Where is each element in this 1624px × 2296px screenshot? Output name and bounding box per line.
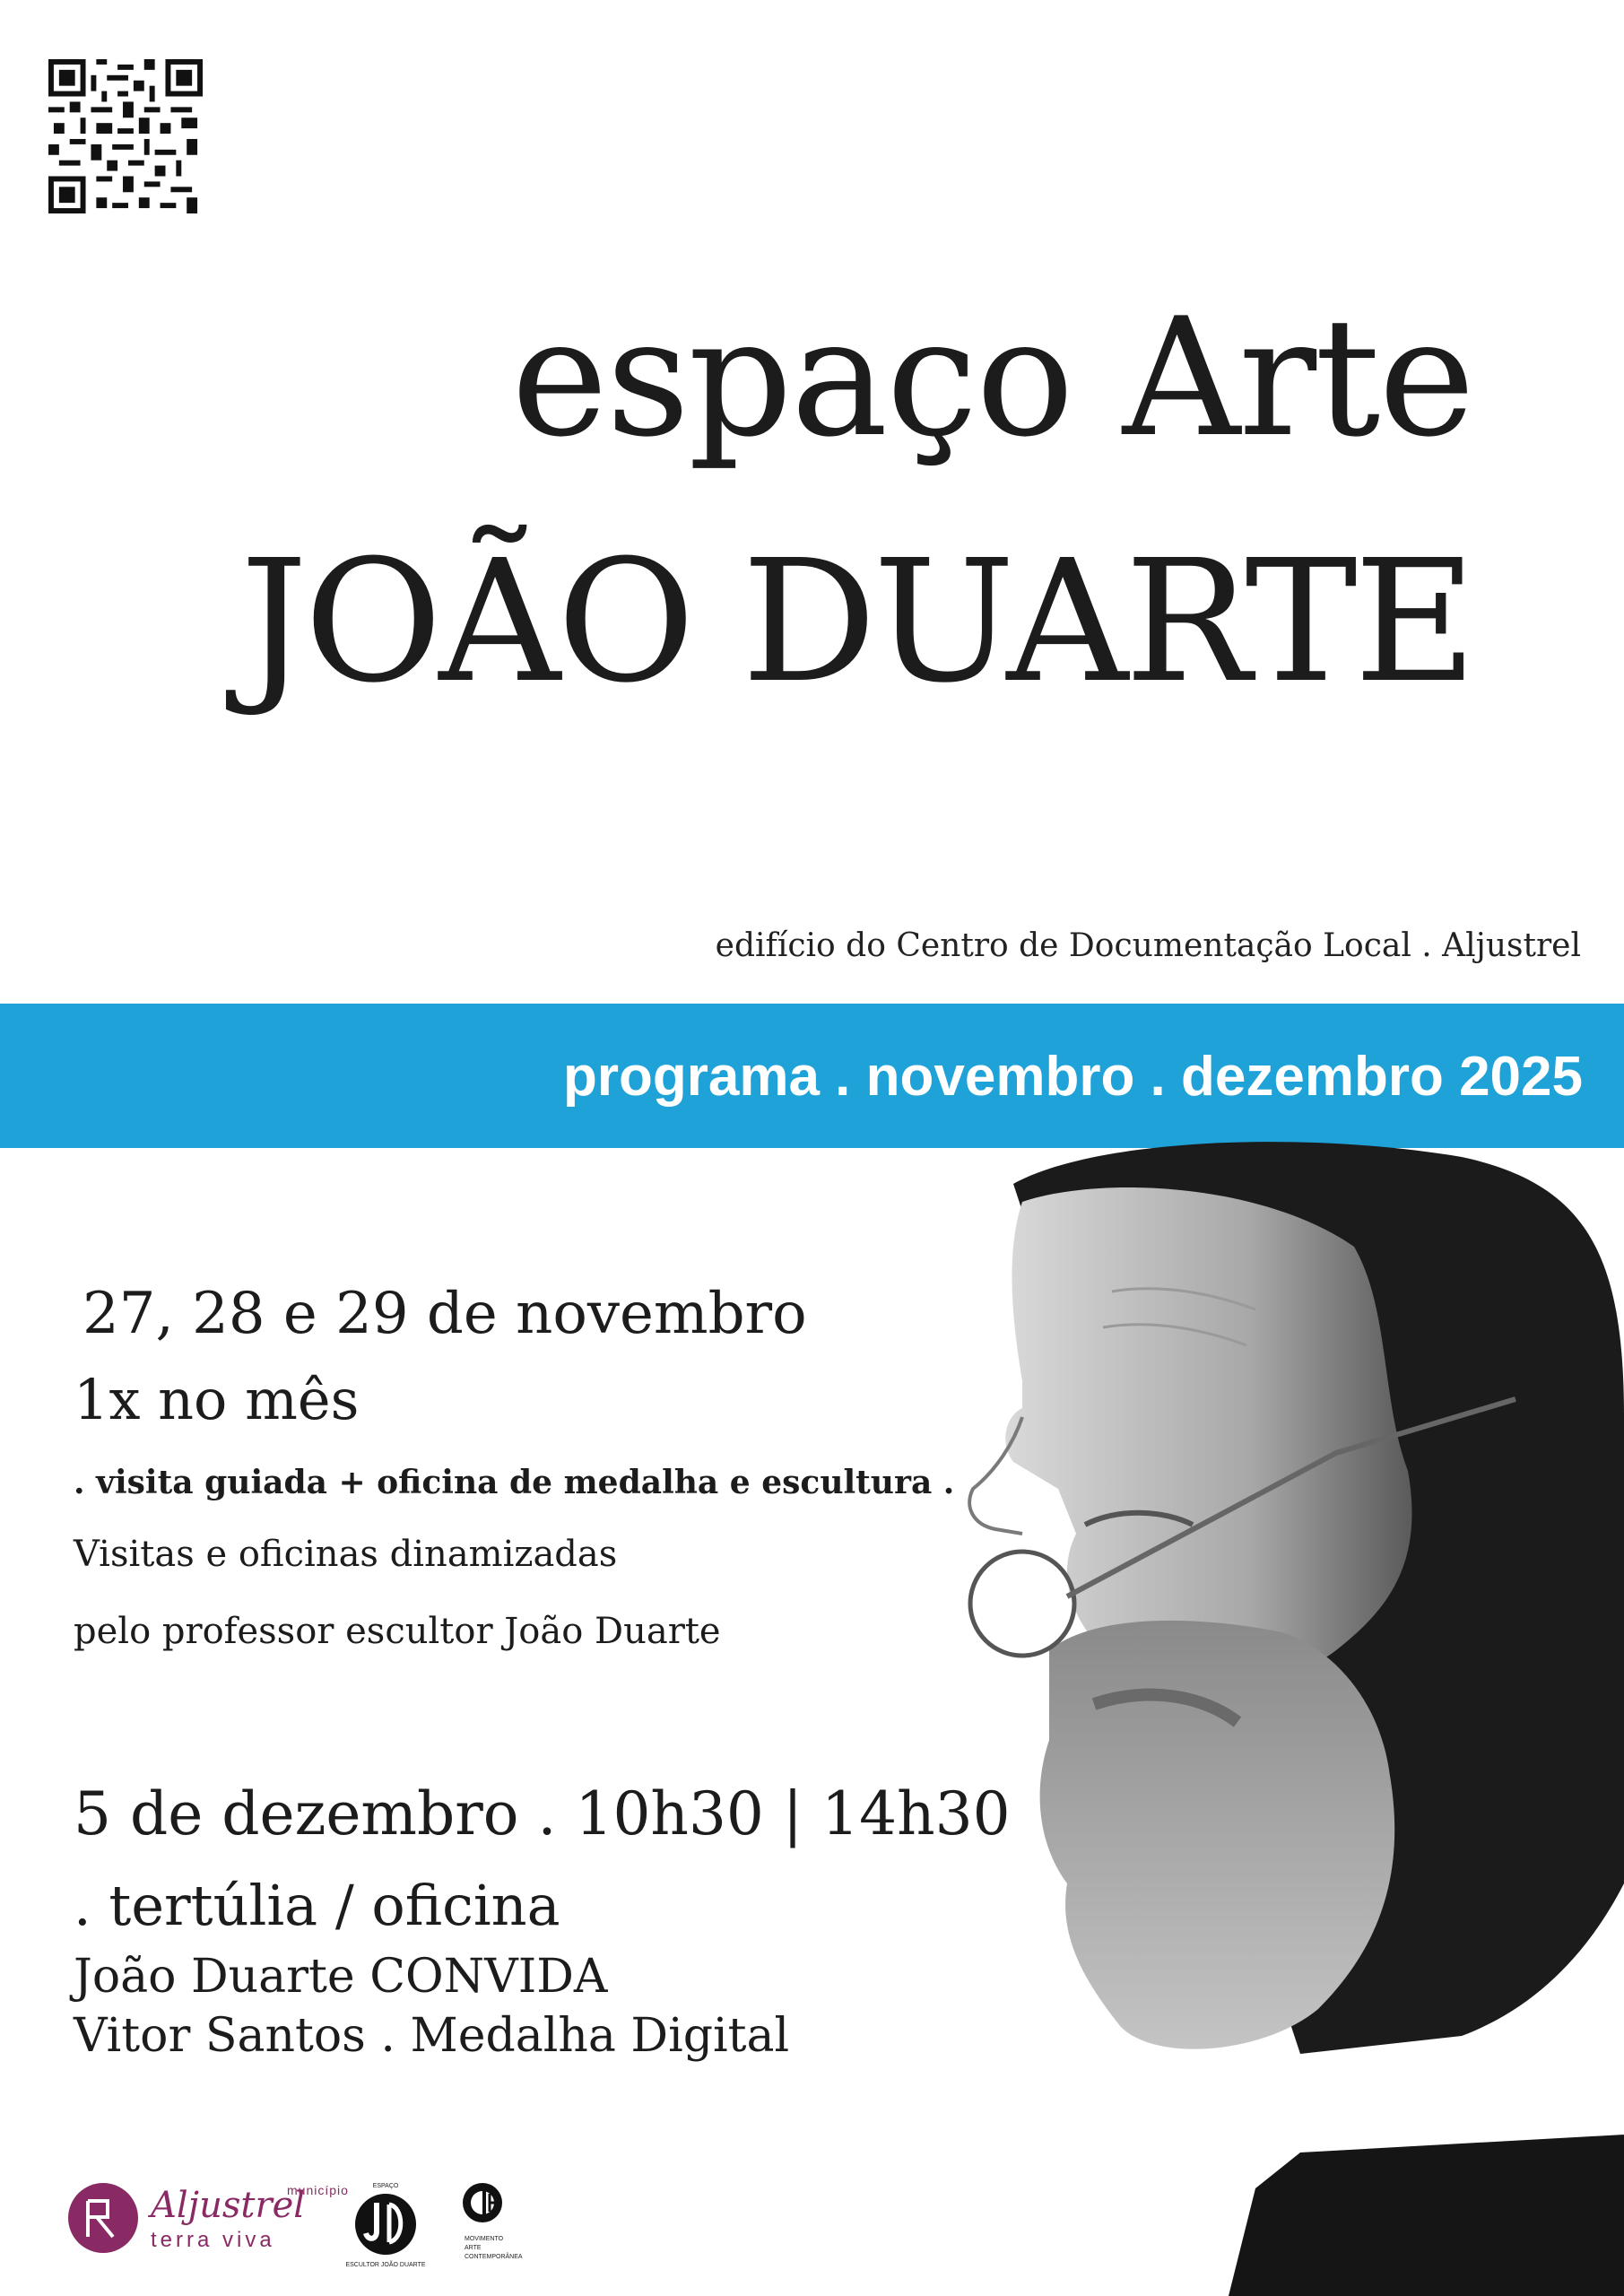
municipio-emblem-icon xyxy=(68,2183,138,2253)
js-logo-top-text: ESPAÇO xyxy=(372,2183,399,2189)
municipio-small-label: município xyxy=(287,2183,349,2197)
event2-date-time: 5 de dezembro . 10h30 | 14h30 xyxy=(74,1779,1011,1848)
event2-line-1: João Duarte CONVIDA xyxy=(74,1950,608,2004)
municipio-tagline: terra viva xyxy=(151,2228,275,2252)
program-banner xyxy=(0,1004,1624,1148)
mac-logo-icon[interactable] xyxy=(461,2181,533,2267)
mac-logo-text-1: MOVIMENTO xyxy=(465,2236,504,2242)
portrait-photo xyxy=(960,1148,1624,2296)
program-banner-text: programa . novembro . dezembro 2025 xyxy=(562,1046,1583,1108)
event1-activity: . visita guiada + oficina de medalha e escultura . xyxy=(74,1464,955,1501)
qr-code-icon[interactable] xyxy=(48,59,203,213)
event1-frequency: 1x no mês xyxy=(74,1367,360,1432)
js-logo-icon[interactable] xyxy=(345,2179,426,2269)
title-line-2: JOÃO DUARTE xyxy=(239,524,1473,720)
mac-logo-text-3: CONTEMPORÂNEA xyxy=(465,2254,523,2260)
event1-description-line-1: Visitas e oficinas dinamizadas xyxy=(74,1534,618,1575)
event1-description-line-2: pelo professor escultor João Duarte xyxy=(74,1611,721,1652)
js-logo-bottom-text: ESCULTOR JOÃO DUARTE xyxy=(345,2262,426,2268)
event2-line-2: Vitor Santos . Medalha Digital xyxy=(74,2009,790,2063)
title-line-1: espaço Arte xyxy=(511,283,1473,473)
municipio-logo[interactable] xyxy=(68,2179,349,2252)
municipio-name: Aljustrel xyxy=(151,2185,306,2226)
mac-logo-text-2: ARTE xyxy=(465,2245,482,2251)
event2-activity: . tertúlia / oficina xyxy=(74,1873,560,1938)
event1-date: 27, 28 e 29 de novembro xyxy=(83,1281,807,1347)
venue-text: edifício do Centro de Documentação Local . Aljustrel xyxy=(715,927,1581,964)
